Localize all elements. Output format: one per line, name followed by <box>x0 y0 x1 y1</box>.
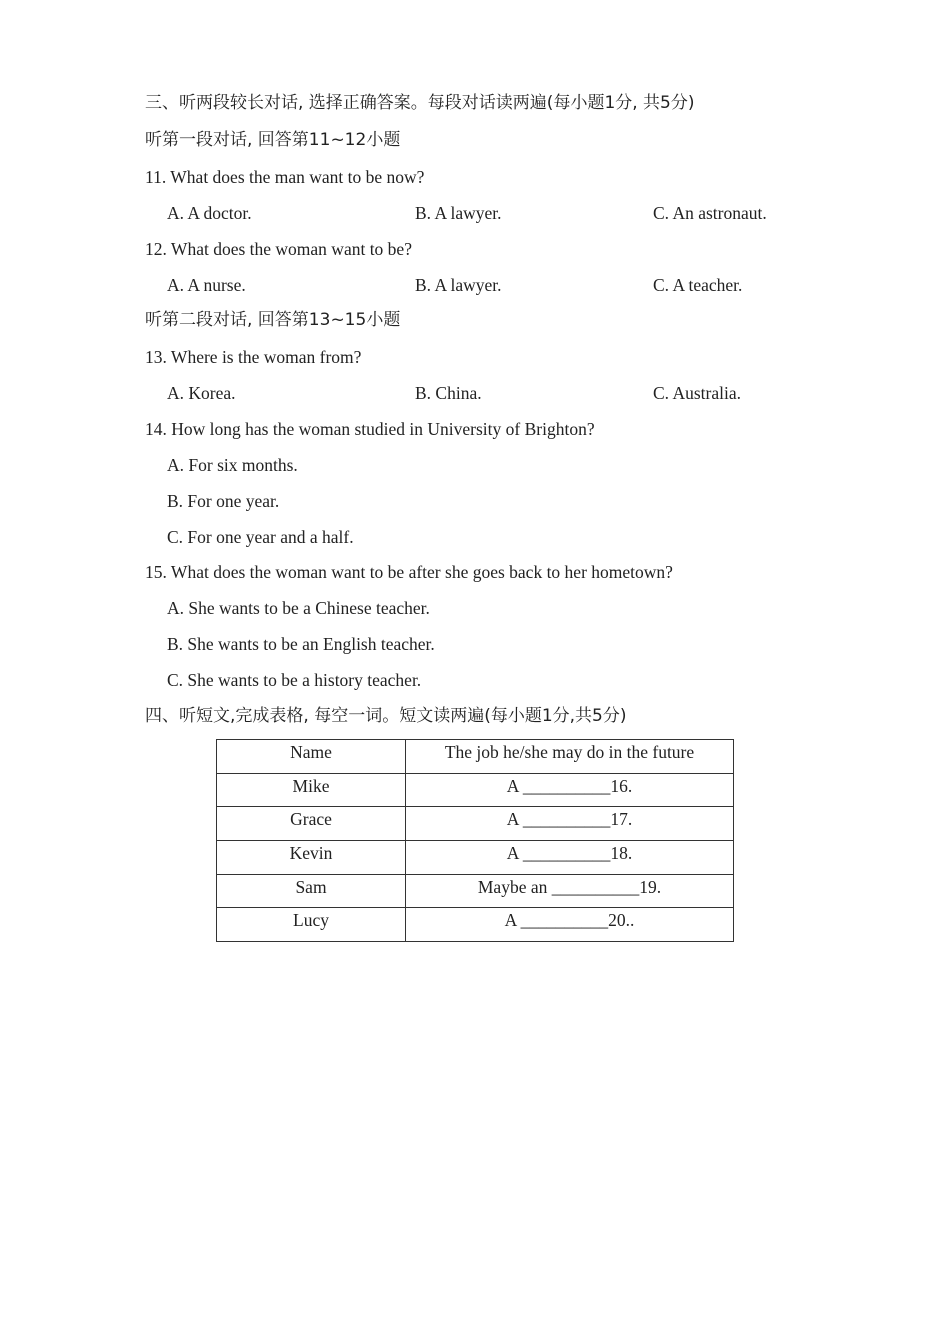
question-12-option-c: C. A teacher. <box>653 275 743 295</box>
header-name: Name <box>217 740 406 774</box>
table-row <box>217 908 734 942</box>
future-jobs-table <box>216 739 734 942</box>
question-13-stem: 13. Where is the woman from? <box>145 347 362 367</box>
question-11-option-b: B. A lawyer. <box>415 203 502 223</box>
header-job: The job he/she may do in the future <box>406 740 734 774</box>
table-row <box>217 841 734 875</box>
question-11-stem: 11. What does the man want to be now? <box>145 167 425 187</box>
question-11-option-a: A. A doctor. <box>167 203 252 223</box>
row-job-blank: A __________16. <box>406 773 734 807</box>
question-13-option-a: A. Korea. <box>167 383 236 403</box>
row-job-blank: Maybe an __________19. <box>406 874 734 908</box>
row-job-blank: A __________18. <box>406 841 734 875</box>
row-name: Mike <box>217 773 406 807</box>
table-row <box>217 807 734 841</box>
row-name: Grace <box>217 807 406 841</box>
section4-heading: 四、听短文,完成表格, 每空一词。短文读两遍(每小题1分,共5分) <box>145 706 627 726</box>
question-14-option-a: A. For six months. <box>167 455 298 475</box>
question-14-stem: 14. How long has the woman studied in University of Brighton? <box>145 419 595 439</box>
row-job-blank: A __________17. <box>406 807 734 841</box>
dialogue1-instruction: 听第一段对话, 回答第11~12小题 <box>145 130 401 150</box>
question-12-option-b: B. A lawyer. <box>415 275 502 295</box>
table-header-row <box>217 740 734 774</box>
section3-heading: 三、听两段较长对话, 选择正确答案。每段对话读两遍(每小题1分, 共5分) <box>145 93 695 113</box>
row-job-blank: A __________20.. <box>406 908 734 942</box>
dialogue2-instruction: 听第二段对话, 回答第13~15小题 <box>145 310 401 330</box>
row-name: Sam <box>217 874 406 908</box>
table-row <box>217 773 734 807</box>
question-15-option-a: A. She wants to be a Chinese teacher. <box>167 598 430 618</box>
question-15-option-c: C. She wants to be a history teacher. <box>167 670 422 690</box>
question-13-option-c: C. Australia. <box>653 383 741 403</box>
question-14-option-b: B. For one year. <box>167 491 280 511</box>
row-name: Kevin <box>217 841 406 875</box>
question-11-option-c: C. An astronaut. <box>653 203 767 223</box>
question-12-option-a: A. A nurse. <box>167 275 246 295</box>
question-13-option-b: B. China. <box>415 383 482 403</box>
question-14-option-c: C. For one year and a half. <box>167 527 354 547</box>
question-12-stem: 12. What does the woman want to be? <box>145 239 412 259</box>
question-15-stem: 15. What does the woman want to be after she goes back to her hometown? <box>145 562 673 582</box>
row-name: Lucy <box>217 908 406 942</box>
table-row <box>217 874 734 908</box>
question-15-option-b: B. She wants to be an English teacher. <box>167 634 435 654</box>
